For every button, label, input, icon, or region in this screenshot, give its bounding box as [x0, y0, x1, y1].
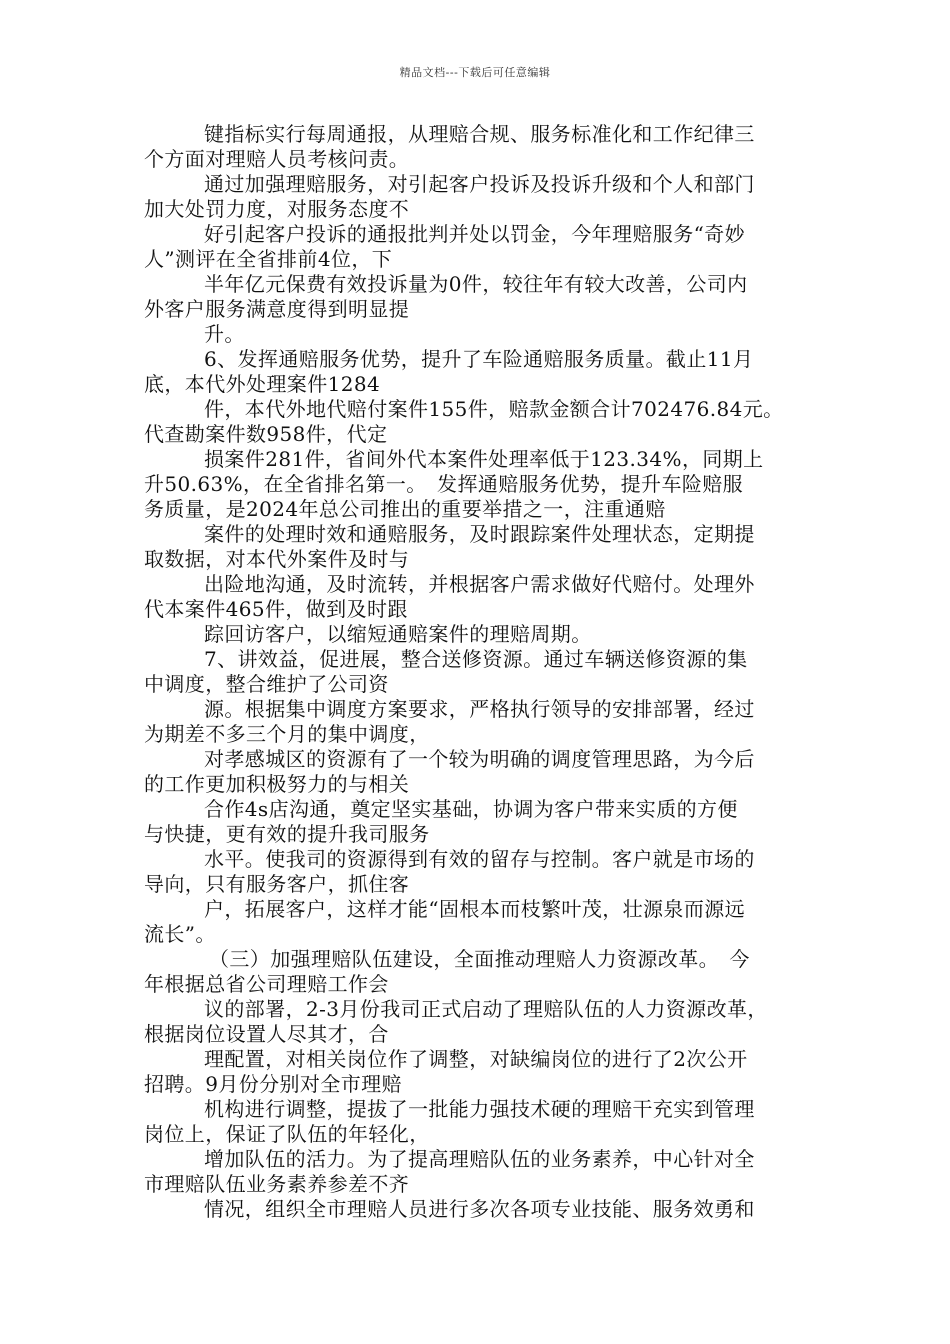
text-line: 踪回访客户，以缩短通赔案件的理赔周期。	[204, 622, 592, 646]
text-line: 代查勘案件数958件，代定	[144, 422, 388, 446]
text-line: 件，本代外地代赔付案件155件，赔款金额合计702476.84元。	[204, 397, 784, 421]
text-line: 流长”。	[144, 922, 216, 946]
text-line: 好引起客户投诉的通报批判并处以罚金，今年理赔服务“奇妙	[204, 222, 746, 246]
text-line: 为期差不多三个月的集中调度，	[144, 722, 430, 746]
text-line: 岗位上，保证了队伍的年轻化，	[144, 1122, 430, 1146]
text-line: 源。根据集中调度方案要求，严格执行领导的安排部署，经过	[204, 697, 755, 721]
text-line: 损案件281件，省间外代本案件处理率低于123.34%，同期上	[204, 447, 764, 471]
text-line: 户，拓展客户，这样才能“固根本而枝繁叶茂，壮源泉而源远	[204, 897, 746, 921]
text-line: 半年亿元保费有效投诉量为0件，较往年有较大改善，公司内	[204, 272, 748, 296]
text-line: 中调度，整合维护了公司资	[144, 672, 389, 696]
text-line: 加大处罚力度，对服务态度不	[144, 197, 410, 221]
text-line: 通过加强理赔服务，对引起客户投诉及投诉升级和个人和部门	[204, 172, 755, 196]
text-line: 与快捷，更有效的提升我司服务	[144, 822, 430, 846]
text-line: 增加队伍的活力。为了提高理赔队伍的业务素养，中心针对全	[204, 1147, 755, 1171]
text-line: 情况，组织全市理赔人员进行多次各项专业技能、服务效勇和	[204, 1197, 755, 1221]
text-line: 招聘。9月份分别对全市理赔	[144, 1072, 402, 1096]
text-line: 对孝感城区的资源有了一个较为明确的调度管理思路，为今后	[204, 747, 755, 771]
text-line: 水平。使我司的资源得到有效的留存与控制。客户就是市场的	[204, 847, 755, 871]
page-header: 精品文档---下载后可任意编辑	[399, 66, 551, 79]
text-line: 升。	[204, 322, 245, 346]
text-line: 市理赔队伍业务素养参差不齐	[144, 1172, 410, 1196]
text-line: 6、发挥通赔服务优势，提升了车险通赔服务质量。截止11月	[204, 347, 754, 371]
text-line: 合作4s店沟通，奠定坚实基础，协调为客户带来实质的方便	[204, 797, 738, 821]
text-line: 取数据，对本代外案件及时与	[144, 547, 410, 571]
text-line: 务质量，是2024年总公司推出的重要举措之一，注重通赔	[144, 497, 666, 521]
text-line: 出险地沟通，及时流转，并根据客户需求做好代赔付。处理外	[204, 572, 755, 596]
text-line: 年根据总省公司理赔工作会	[144, 972, 389, 996]
text-line: 7、讲效益，促进展，整合送修资源。通过车辆送修资源的集	[204, 647, 748, 671]
text-line: 机构进行调整，提拔了一批能力强技术硬的理赔干充实到管理	[204, 1097, 755, 1121]
text-line: 个方面对理赔人员考核问责。	[144, 147, 410, 171]
text-line: 根据岗位设置人尽其才，合	[144, 1022, 389, 1046]
text-line: 键指标实行每周通报，从理赔合规、服务标准化和工作纪律三	[204, 122, 755, 146]
text-line: 代本案件465件，做到及时跟	[144, 597, 408, 621]
text-line: 底，本代外处理案件1284	[144, 372, 381, 396]
text-line: （三）加强理赔队伍建设，全面推动理赔人力资源改革。 今	[209, 947, 750, 971]
text-line: 的工作更加积极努力的与相关	[144, 772, 410, 796]
text-line: 理配置，对相关岗位作了调整，对缺编岗位的进行了2次公开	[204, 1047, 748, 1071]
text-line: 外客户服务满意度得到明显提	[144, 297, 410, 321]
text-line: 升50.63%，在全省排名第一。 发挥通赔服务优势，提升车险赔服	[144, 472, 744, 496]
text-line: 案件的处理时效和通赔服务，及时跟踪案件处理状态，定期提	[204, 522, 755, 546]
text-line: 人”测评在全省排前4位，下	[144, 247, 393, 271]
text-line: 议的部署，2-3月份我司正式启动了理赔队伍的人力资源改革，	[204, 997, 768, 1021]
text-line: 导向，只有服务客户，抓住客	[144, 872, 410, 896]
document-body	[144, 122, 814, 1222]
